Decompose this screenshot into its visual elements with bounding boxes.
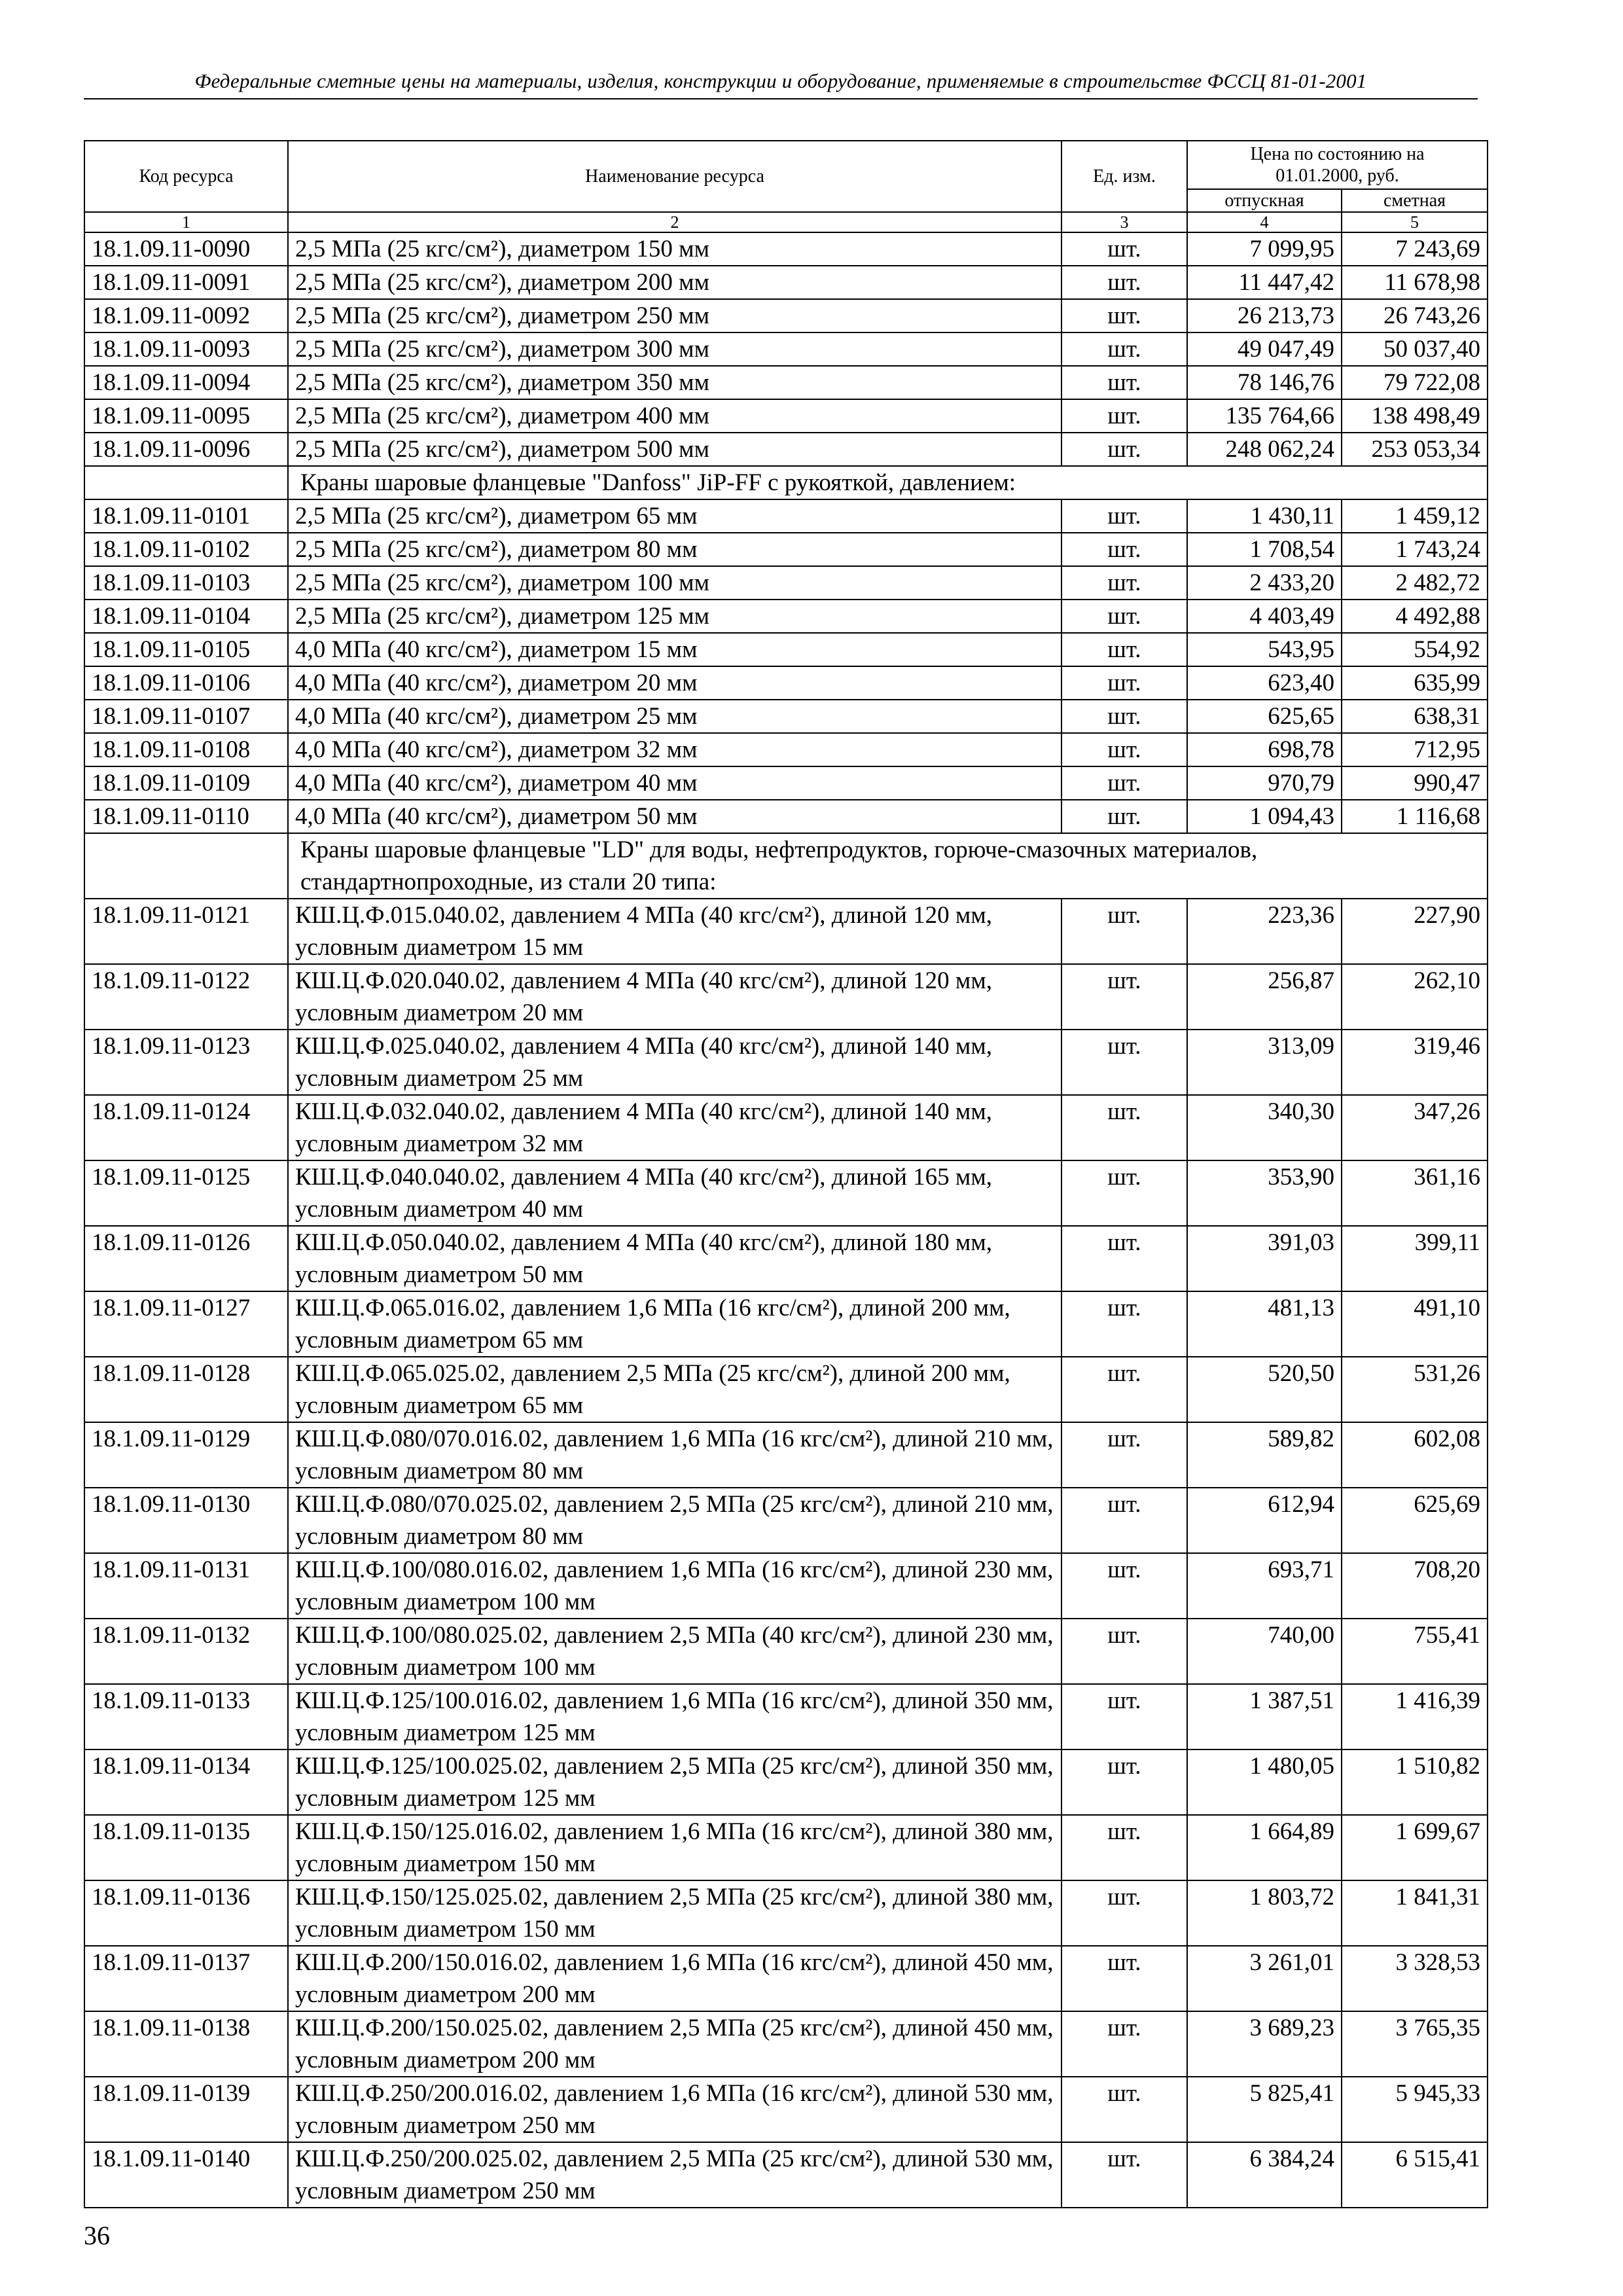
resource-code: 18.1.09.11-0103 [84, 566, 288, 600]
estimate-price: 6 515,41 [1342, 2142, 1488, 2208]
table-row [84, 2011, 1488, 2077]
resource-code: 18.1.09.11-0132 [84, 1619, 288, 1684]
estimate-price: 3 765,35 [1342, 2011, 1488, 2077]
table-row [84, 1749, 1488, 1815]
release-price: 698,78 [1187, 733, 1342, 766]
estimate-price: 1 416,39 [1342, 1684, 1488, 1749]
table-row [84, 800, 1488, 833]
resource-name: КШ.Ц.Ф.040.040.02, давлением 4 МПа (40 кгс/см²), длиной 165 мм, условным диаметром 40 мм [288, 1160, 1061, 1226]
resource-name: КШ.Ц.Ф.050.040.02, давлением 4 МПа (40 кгс/см²), длиной 180 мм, условным диаметром 50 мм [288, 1226, 1061, 1291]
resource-code: 18.1.09.11-0127 [84, 1291, 288, 1357]
estimate-price: 2 482,72 [1342, 566, 1488, 600]
release-price: 1 664,89 [1187, 1815, 1342, 1880]
resource-code: 18.1.09.11-0134 [84, 1749, 288, 1815]
resource-code: 18.1.09.11-0137 [84, 1946, 288, 2011]
section-code-cell [84, 833, 288, 899]
unit-cell: шт. [1061, 566, 1187, 600]
header-price-group: Цена по состоянию на 01.01.2000, руб. [1187, 141, 1488, 189]
unit-cell: шт. [1061, 332, 1187, 366]
unit-cell: шт. [1061, 299, 1187, 332]
release-price: 3 261,01 [1187, 1946, 1342, 2011]
resource-code: 18.1.09.11-0095 [84, 399, 288, 433]
estimate-price: 712,95 [1342, 733, 1488, 766]
resource-code: 18.1.09.11-0091 [84, 266, 288, 299]
release-price: 6 384,24 [1187, 2142, 1342, 2208]
resource-code: 18.1.09.11-0108 [84, 733, 288, 766]
unit-cell: шт. [1061, 1946, 1187, 2011]
table-row [84, 964, 1488, 1030]
section-title: Краны шаровые фланцевые "LD" для воды, нефтепродуктов, горюче-смазочных материалов, стандартнопроходные, из стали 20 типа: [288, 833, 1488, 899]
resource-name: 4,0 МПа (40 кгс/см²), диаметром 20 мм [288, 666, 1061, 700]
resource-code: 18.1.09.11-0126 [84, 1226, 288, 1291]
table-row [84, 1226, 1488, 1291]
table-row [84, 700, 1488, 733]
resource-code: 18.1.09.11-0096 [84, 433, 288, 466]
resource-name: 4,0 МПа (40 кгс/см²), диаметром 15 мм [288, 633, 1061, 666]
section-code-cell [84, 466, 288, 499]
resource-name: КШ.Ц.Ф.200/150.016.02, давлением 1,6 МПа (16 кгс/см²), длиной 450 мм, условным диаметром 200 мм [288, 1946, 1061, 2011]
resource-code: 18.1.09.11-0133 [84, 1684, 288, 1749]
resource-code: 18.1.09.11-0106 [84, 666, 288, 700]
header-unit: Ед. изм. [1061, 141, 1187, 212]
resource-name: 4,0 МПа (40 кгс/см²), диаметром 32 мм [288, 733, 1061, 766]
unit-cell: шт. [1061, 666, 1187, 700]
unit-cell: шт. [1061, 1357, 1187, 1422]
resource-name: КШ.Ц.Ф.065.016.02, давлением 1,6 МПа (16 кгс/см²), длиной 200 мм, условным диаметром 65 мм [288, 1291, 1061, 1357]
price-table [84, 140, 1488, 2208]
resource-name: 4,0 МПа (40 кгс/см²), диаметром 40 мм [288, 766, 1061, 800]
unit-cell: шт. [1061, 1422, 1187, 1488]
estimate-price: 638,31 [1342, 700, 1488, 733]
unit-cell: шт. [1061, 733, 1187, 766]
unit-cell: шт. [1061, 533, 1187, 566]
unit-cell: шт. [1061, 766, 1187, 800]
table-row [84, 266, 1488, 299]
section-row [84, 466, 1488, 499]
column-number: 2 [288, 212, 1061, 232]
unit-cell: шт. [1061, 1488, 1187, 1553]
unit-cell: шт. [1061, 2077, 1187, 2142]
resource-name: КШ.Ц.Ф.032.040.02, давлением 4 МПа (40 кгс/см²), длиной 140 мм, условным диаметром 32 мм [288, 1095, 1061, 1160]
release-price: 313,09 [1187, 1030, 1342, 1095]
release-price: 589,82 [1187, 1422, 1342, 1488]
resource-name: КШ.Ц.Ф.200/150.025.02, давлением 2,5 МПа (25 кгс/см²), длиной 450 мм, условным диаметром 200 мм [288, 2011, 1061, 2077]
release-price: 623,40 [1187, 666, 1342, 700]
unit-cell: шт. [1061, 964, 1187, 1030]
unit-cell: шт. [1061, 1553, 1187, 1619]
release-price: 5 825,41 [1187, 2077, 1342, 2142]
release-price: 1 387,51 [1187, 1684, 1342, 1749]
resource-name: КШ.Ц.Ф.150/125.025.02, давлением 2,5 МПа (25 кгс/см²), длиной 380 мм, условным диаметром 150 мм [288, 1880, 1061, 1946]
estimate-price: 253 053,34 [1342, 433, 1488, 466]
table-row [84, 399, 1488, 433]
release-price: 625,65 [1187, 700, 1342, 733]
unit-cell: шт. [1061, 1880, 1187, 1946]
table-row [84, 2077, 1488, 2142]
unit-cell: шт. [1061, 633, 1187, 666]
table-row [84, 1880, 1488, 1946]
estimate-price: 602,08 [1342, 1422, 1488, 1488]
resource-name: КШ.Ц.Ф.125/100.025.02, давлением 2,5 МПа (25 кгс/см²), длиной 350 мм, условным диаметром 125 мм [288, 1749, 1061, 1815]
resource-code: 18.1.09.11-0122 [84, 964, 288, 1030]
resource-name: КШ.Ц.Ф.100/080.016.02, давлением 1,6 МПа (16 кгс/см²), длиной 230 мм, условным диаметром 100 мм [288, 1553, 1061, 1619]
resource-name: КШ.Ц.Ф.065.025.02, давлением 2,5 МПа (25 кгс/см²), длиной 200 мм, условным диаметром 65 мм [288, 1357, 1061, 1422]
unit-cell: шт. [1061, 899, 1187, 964]
release-price: 481,13 [1187, 1291, 1342, 1357]
estimate-price: 708,20 [1342, 1553, 1488, 1619]
resource-code: 18.1.09.11-0138 [84, 2011, 288, 2077]
release-price: 543,95 [1187, 633, 1342, 666]
resource-name: 2,5 МПа (25 кгс/см²), диаметром 65 мм [288, 499, 1061, 533]
unit-cell: шт. [1061, 1160, 1187, 1226]
table-row [84, 1095, 1488, 1160]
release-price: 612,94 [1187, 1488, 1342, 1553]
table-body [84, 232, 1488, 2208]
unit-cell: шт. [1061, 399, 1187, 433]
resource-name: 4,0 МПа (40 кгс/см²), диаметром 25 мм [288, 700, 1061, 733]
release-price: 2 433,20 [1187, 566, 1342, 600]
release-price: 391,03 [1187, 1226, 1342, 1291]
estimate-price: 491,10 [1342, 1291, 1488, 1357]
release-price: 1 094,43 [1187, 800, 1342, 833]
resource-code: 18.1.09.11-0125 [84, 1160, 288, 1226]
estimate-price: 1 510,82 [1342, 1749, 1488, 1815]
column-number-row [84, 212, 1488, 232]
unit-cell: шт. [1061, 366, 1187, 399]
estimate-price: 4 492,88 [1342, 600, 1488, 633]
table-row [84, 1422, 1488, 1488]
resource-name: 2,5 МПа (25 кгс/см²), диаметром 250 мм [288, 299, 1061, 332]
estimate-price: 625,69 [1342, 1488, 1488, 1553]
estimate-price: 635,99 [1342, 666, 1488, 700]
resource-name: 4,0 МПа (40 кгс/см²), диаметром 50 мм [288, 800, 1061, 833]
resource-name: 2,5 МПа (25 кгс/см²), диаметром 200 мм [288, 266, 1061, 299]
resource-code: 18.1.09.11-0104 [84, 600, 288, 633]
release-price: 520,50 [1187, 1357, 1342, 1422]
resource-code: 18.1.09.11-0110 [84, 800, 288, 833]
estimate-price: 990,47 [1342, 766, 1488, 800]
resource-name: КШ.Ц.Ф.020.040.02, давлением 4 МПа (40 кгс/см²), длиной 120 мм, условным диаметром 20 мм [288, 964, 1061, 1030]
estimate-price: 11 678,98 [1342, 266, 1488, 299]
table-row [84, 232, 1488, 266]
estimate-price: 3 328,53 [1342, 1946, 1488, 2011]
resource-code: 18.1.09.11-0123 [84, 1030, 288, 1095]
section-row [84, 833, 1488, 899]
table-row [84, 1684, 1488, 1749]
release-price: 7 099,95 [1187, 232, 1342, 266]
table-row [84, 666, 1488, 700]
release-price: 340,30 [1187, 1095, 1342, 1160]
unit-cell: шт. [1061, 2011, 1187, 2077]
unit-cell: шт. [1061, 499, 1187, 533]
resource-name: 2,5 МПа (25 кгс/см²), диаметром 350 мм [288, 366, 1061, 399]
table-row [84, 766, 1488, 800]
release-price: 1 430,11 [1187, 499, 1342, 533]
resource-code: 18.1.09.11-0130 [84, 1488, 288, 1553]
resource-code: 18.1.09.11-0128 [84, 1357, 288, 1422]
release-price: 353,90 [1187, 1160, 1342, 1226]
unit-cell: шт. [1061, 1291, 1187, 1357]
resource-name: 2,5 МПа (25 кгс/см²), диаметром 150 мм [288, 232, 1061, 266]
page-number: 36 [84, 2221, 110, 2250]
estimate-price: 1 841,31 [1342, 1880, 1488, 1946]
estimate-price: 50 037,40 [1342, 332, 1488, 366]
estimate-price: 7 243,69 [1342, 232, 1488, 266]
resource-code: 18.1.09.11-0107 [84, 700, 288, 733]
resource-code: 18.1.09.11-0129 [84, 1422, 288, 1488]
resource-code: 18.1.09.11-0109 [84, 766, 288, 800]
resource-name: КШ.Ц.Ф.080/070.016.02, давлением 1,6 МПа (16 кгс/см²), длиной 210 мм, условным диаметром 80 мм [288, 1422, 1061, 1488]
unit-cell: шт. [1061, 2142, 1187, 2208]
resource-name: 2,5 МПа (25 кгс/см²), диаметром 500 мм [288, 433, 1061, 466]
resource-name: КШ.Ц.Ф.100/080.025.02, давлением 2,5 МПа (40 кгс/см²), длиной 230 мм, условным диаметром 100 мм [288, 1619, 1061, 1684]
resource-name: 2,5 МПа (25 кгс/см²), диаметром 100 мм [288, 566, 1061, 600]
resource-name: 2,5 МПа (25 кгс/см²), диаметром 400 мм [288, 399, 1061, 433]
table-row [84, 1357, 1488, 1422]
resource-code: 18.1.09.11-0124 [84, 1095, 288, 1160]
header-code: Код ресурса [84, 141, 288, 212]
release-price: 223,36 [1187, 899, 1342, 964]
estimate-price: 79 722,08 [1342, 366, 1488, 399]
running-head: Федеральные сметные цены на материалы, изделия, конструкции и оборудование, применяемые в строительстве ФССЦ 81-01-2001 [84, 69, 1478, 99]
release-price: 248 062,24 [1187, 433, 1342, 466]
resource-code: 18.1.09.11-0090 [84, 232, 288, 266]
estimate-price: 1 743,24 [1342, 533, 1488, 566]
unit-cell: шт. [1061, 1226, 1187, 1291]
resource-name: 2,5 МПа (25 кгс/см²), диаметром 300 мм [288, 332, 1061, 366]
release-price: 1 803,72 [1187, 1880, 1342, 1946]
resource-code: 18.1.09.11-0135 [84, 1815, 288, 1880]
unit-cell: шт. [1061, 1030, 1187, 1095]
release-price: 740,00 [1187, 1619, 1342, 1684]
unit-cell: шт. [1061, 1684, 1187, 1749]
release-price: 78 146,76 [1187, 366, 1342, 399]
resource-name: 2,5 МПа (25 кгс/см²), диаметром 125 мм [288, 600, 1061, 633]
column-number: 1 [84, 212, 288, 232]
estimate-price: 5 945,33 [1342, 2077, 1488, 2142]
table-row [84, 1946, 1488, 2011]
release-price: 693,71 [1187, 1553, 1342, 1619]
release-price: 1 708,54 [1187, 533, 1342, 566]
estimate-price: 138 498,49 [1342, 399, 1488, 433]
resource-name: КШ.Ц.Ф.125/100.016.02, давлением 1,6 МПа (16 кгс/см²), длиной 350 мм, условным диаметром 125 мм [288, 1684, 1061, 1749]
estimate-price: 262,10 [1342, 964, 1488, 1030]
table-row [84, 332, 1488, 366]
estimate-price: 1 699,67 [1342, 1815, 1488, 1880]
resource-code: 18.1.09.11-0092 [84, 299, 288, 332]
header-name: Наименование ресурса [288, 141, 1061, 212]
table-row [84, 1815, 1488, 1880]
release-price: 135 764,66 [1187, 399, 1342, 433]
unit-cell: шт. [1061, 266, 1187, 299]
table-row [84, 733, 1488, 766]
unit-cell: шт. [1061, 1815, 1187, 1880]
release-price: 256,87 [1187, 964, 1342, 1030]
table-row [84, 1619, 1488, 1684]
resource-name: КШ.Ц.Ф.150/125.016.02, давлением 1,6 МПа (16 кгс/см²), длиной 380 мм, условным диаметром 150 мм [288, 1815, 1061, 1880]
release-price: 970,79 [1187, 766, 1342, 800]
resource-code: 18.1.09.11-0105 [84, 633, 288, 666]
table-row [84, 533, 1488, 566]
table-row [84, 499, 1488, 533]
table-row [84, 2142, 1488, 2208]
table-row [84, 433, 1488, 466]
table-row [84, 899, 1488, 964]
column-number: 3 [1061, 212, 1187, 232]
table-row [84, 566, 1488, 600]
table-row [84, 299, 1488, 332]
unit-cell: шт. [1061, 700, 1187, 733]
section-title: Краны шаровые фланцевые "Danfoss" JiP-FF с рукояткой, давлением: [288, 466, 1488, 499]
table-row [84, 600, 1488, 633]
release-price: 49 047,49 [1187, 332, 1342, 366]
unit-cell: шт. [1061, 232, 1187, 266]
estimate-price: 347,26 [1342, 1095, 1488, 1160]
resource-code: 18.1.09.11-0101 [84, 499, 288, 533]
table-row [84, 366, 1488, 399]
resource-code: 18.1.09.11-0131 [84, 1553, 288, 1619]
table-row [84, 1030, 1488, 1095]
resource-name: КШ.Ц.Ф.015.040.02, давлением 4 МПа (40 кгс/см²), длиной 120 мм, условным диаметром 15 мм [288, 899, 1061, 964]
estimate-price: 26 743,26 [1342, 299, 1488, 332]
estimate-price: 1 459,12 [1342, 499, 1488, 533]
table-row [84, 1488, 1488, 1553]
header-row [84, 141, 1488, 189]
resource-name: КШ.Ц.Ф.250/200.016.02, давлением 1,6 МПа (16 кгс/см²), длиной 530 мм, условным диаметром 250 мм [288, 2077, 1061, 2142]
resource-code: 18.1.09.11-0094 [84, 366, 288, 399]
column-number: 4 [1187, 212, 1342, 232]
estimate-price: 1 116,68 [1342, 800, 1488, 833]
resource-code: 18.1.09.11-0139 [84, 2077, 288, 2142]
unit-cell: шт. [1061, 1749, 1187, 1815]
release-price: 11 447,42 [1187, 266, 1342, 299]
unit-cell: шт. [1061, 433, 1187, 466]
release-price: 26 213,73 [1187, 299, 1342, 332]
table-row [84, 1553, 1488, 1619]
table-row [84, 633, 1488, 666]
resource-code: 18.1.09.11-0136 [84, 1880, 288, 1946]
release-price: 4 403,49 [1187, 600, 1342, 633]
resource-code: 18.1.09.11-0093 [84, 332, 288, 366]
estimate-price: 554,92 [1342, 633, 1488, 666]
estimate-price: 755,41 [1342, 1619, 1488, 1684]
resource-code: 18.1.09.11-0102 [84, 533, 288, 566]
unit-cell: шт. [1061, 600, 1187, 633]
release-price: 1 480,05 [1187, 1749, 1342, 1815]
table-row [84, 1291, 1488, 1357]
header-price-estimate: сметная [1342, 189, 1488, 212]
estimate-price: 531,26 [1342, 1357, 1488, 1422]
resource-name: КШ.Ц.Ф.025.040.02, давлением 4 МПа (40 кгс/см²), длиной 140 мм, условным диаметром 25 мм [288, 1030, 1061, 1095]
estimate-price: 319,46 [1342, 1030, 1488, 1095]
table-row [84, 1160, 1488, 1226]
resource-name: КШ.Ц.Ф.250/200.025.02, давлением 2,5 МПа (25 кгс/см²), длиной 530 мм, условным диаметром 250 мм [288, 2142, 1061, 2208]
header-price-release: отпускная [1187, 189, 1342, 212]
unit-cell: шт. [1061, 1095, 1187, 1160]
estimate-price: 399,11 [1342, 1226, 1488, 1291]
unit-cell: шт. [1061, 800, 1187, 833]
unit-cell: шт. [1061, 1619, 1187, 1684]
estimate-price: 227,90 [1342, 899, 1488, 964]
resource-code: 18.1.09.11-0140 [84, 2142, 288, 2208]
resource-name: 2,5 МПа (25 кгс/см²), диаметром 80 мм [288, 533, 1061, 566]
estimate-price: 361,16 [1342, 1160, 1488, 1226]
resource-code: 18.1.09.11-0121 [84, 899, 288, 964]
release-price: 3 689,23 [1187, 2011, 1342, 2077]
column-number: 5 [1342, 212, 1488, 232]
resource-name: КШ.Ц.Ф.080/070.025.02, давлением 2,5 МПа (25 кгс/см²), длиной 210 мм, условным диаметром 80 мм [288, 1488, 1061, 1553]
